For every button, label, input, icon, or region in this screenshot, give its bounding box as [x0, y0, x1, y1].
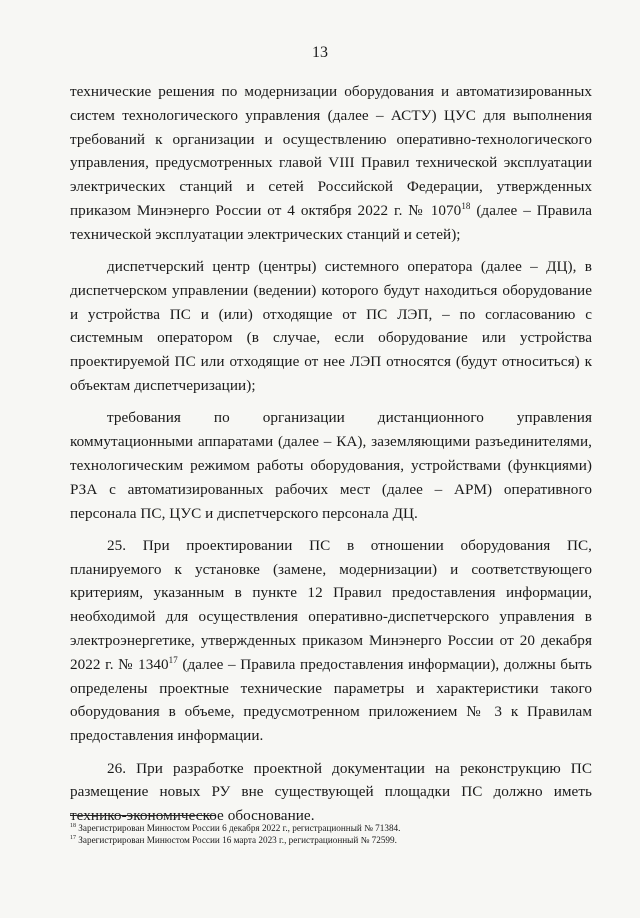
footnote-17 [70, 834, 590, 846]
paragraph-item-26 [70, 757, 592, 828]
footnote-18 [70, 822, 590, 834]
paragraph-technical-solutions [70, 80, 592, 247]
footnote-ref-18: 18 [461, 200, 471, 211]
footnote-text: Зарегистрирован Минюстом России 16 марта 2023 г., регистрационный № 72599. [76, 835, 397, 845]
paragraph-text: технические решения по модернизации оборудования и автоматизированных систем технологического управления (далее – АСТУ) ЦУС для выполнения требований к организации и осуществлению оперативно-технологического управления, предусмотренных главой VIII Правил технической эксплуатации электрических станций и сетей Российской Федерации, утвержденных приказом Минэнерго России от 4 октября 2022 г. № 1070 [70, 83, 592, 219]
footnote-ref-17: 17 [168, 654, 178, 665]
paragraph-text: 26. При разработке проектной документации на реконструкцию ПС размещение новых РУ вне существующей площадки ПС должно иметь технико-экономическое обоснование. [70, 759, 592, 825]
page-number: 13 [312, 44, 328, 61]
paragraph-text-continued: (далее – Правила технической эксплуатации электрических станций и сетей); [70, 201, 592, 243]
paragraph-remote-control [70, 406, 592, 525]
paragraph-dispatch-center [70, 255, 592, 398]
footnote-mark: 17 [70, 834, 76, 841]
paragraph-text: 25. При проектировании ПС в отношении оборудования ПС, планируемого к установке (замене, модернизации) и соответствующего критериям, указанным в пункте 12 Правил предоставления информации, необходимой для осуществления оперативно-диспетчерского управления в электроэнергетике, утвержденных приказом Минэнерго России от 20 декабря 2022 г. № 1340 [70, 536, 592, 673]
paragraph-text: требования по организации дистанционного управления коммутационными аппаратами (далее – КА), заземляющими разъединителями, технологическим режимом работы оборудования, устройствами (функциями) РЗА с автоматизированных рабочих мест (далее – АРМ) оперативного персонала ПС, ЦУС и диспетчерского персонала ДЦ. [70, 409, 592, 522]
footnote-separator [70, 815, 216, 816]
footnote-text: Зарегистрирован Минюстом России 6 декабря 2022 г., регистрационный № 71384. [76, 823, 401, 833]
paragraph-item-25 [70, 534, 592, 748]
body-text [70, 80, 592, 836]
paragraph-text: диспетчерский центр (центры) системного оператора (далее – ДЦ), в диспетчерском управлении (ведении) которого будут находиться оборудование и устройства ПС и (или) отходящие от ПС ЛЭП, – по согласованию с системным оператором (в случае, если оборудование или устройства проектируемой ПС или отходящие от нее ЛЭП относятся (будут относиться) к объектам диспетчеризации); [70, 258, 592, 395]
paragraph-text-continued: (далее – Правила предоставления информации), должны быть определены проектные технические параметры и характеристики такого оборудования в объеме, предусмотренном приложением № 3 к Правилам предоставления информации. [70, 655, 592, 745]
footnotes [70, 822, 590, 846]
footnote-mark: 18 [70, 822, 76, 829]
